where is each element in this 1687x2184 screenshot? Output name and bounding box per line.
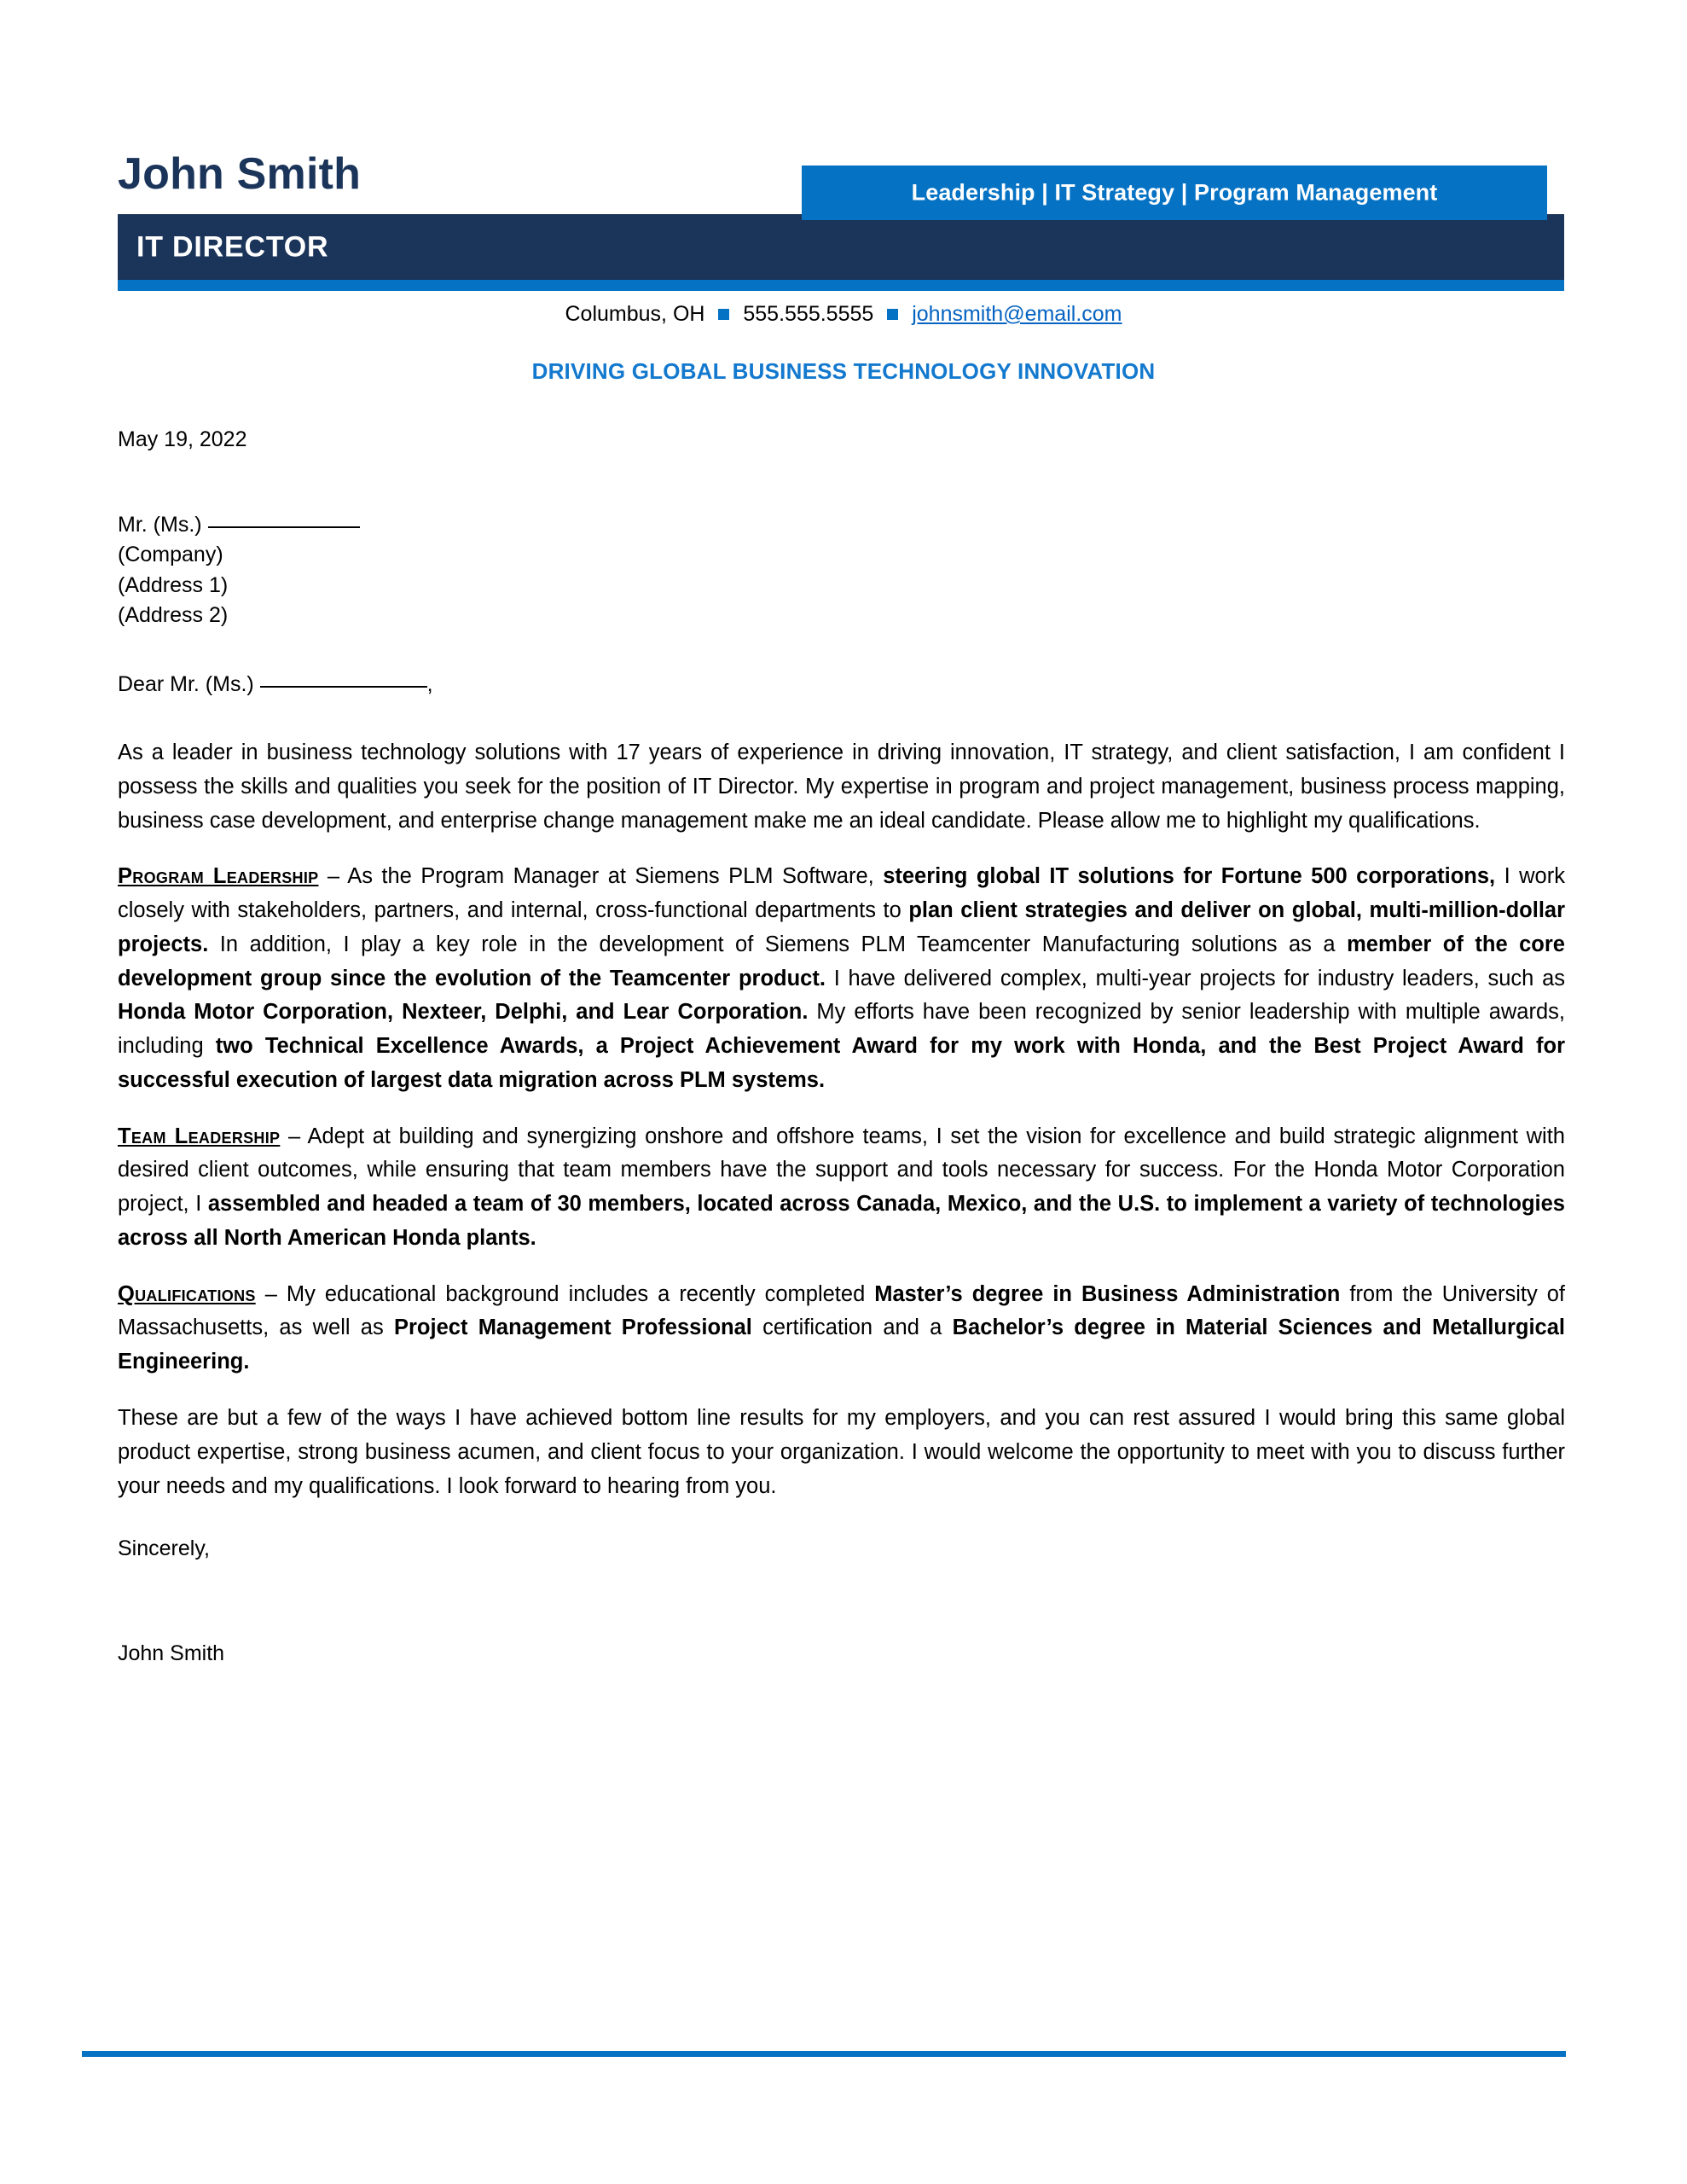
dash-separator: – <box>255 1281 287 1306</box>
recipient-address-block <box>118 510 1565 631</box>
contact-phone: 555.555.5555 <box>743 302 874 326</box>
bold-segment: plan client strategies and deliver on global, multi-million-dollar projects. <box>118 898 1566 956</box>
square-bullet-icon <box>887 309 898 320</box>
text-segment: from the University of Massachusetts, as well as <box>118 1281 1566 1340</box>
headline-tagline: DRIVING GLOBAL BUSINESS TECHNOLOGY INNOVATION <box>531 358 1156 384</box>
dash-separator: – <box>318 864 348 889</box>
salutation-blank <box>260 686 427 688</box>
text-segment: I have delivered complex, multi-year projects for industry leaders, such as <box>825 966 1565 990</box>
letter-date: May 19, 2022 <box>118 427 247 451</box>
text-segment: My efforts have been recognized by senior leadership with multiple awards, including <box>118 1000 1565 1059</box>
bold-segment: Bachelor’s degree in Material Sciences and Metallurgical Engineering. <box>118 1316 1565 1374</box>
bold-segment: Honda Motor Corporation, Nexteer, Delphi, and Lear Corporation. <box>118 1000 809 1025</box>
footer-accent-rule <box>82 2051 1566 2057</box>
text-segment: In addition, I play a key role in the development of Siemens PLM Teamcenter Manufacturing solutions as a <box>208 932 1348 956</box>
salutation-prefix: Dear Mr. (Ms.) <box>118 671 254 696</box>
paragraph-intro: As a leader in business technology solutions with 17 years of experience in driving innovation, IT strategy, and client satisfaction, I am confident I possess the skills and qualities you seek for the position of IT Director. My expertise in program and project management, business process mapping, business case development, and enterprise change management make me an ideal candidate. Please allow me to highlight my qualifications. <box>118 741 1565 833</box>
bold-segment: member of the core development group since the evolution of the Teamcenter product. <box>118 932 1565 990</box>
dash-separator: – <box>280 1124 308 1148</box>
specialties-banner-text: Leadership | IT Strategy | Program Management <box>911 179 1438 206</box>
text-segment: My educational background includes a recently completed <box>286 1281 875 1306</box>
recipient-name-line <box>118 510 1565 541</box>
salutation-suffix: , <box>426 671 433 696</box>
recipient-name-prefix: Mr. (Ms.) <box>118 512 202 537</box>
lead-in-qualifications: Qualifications <box>118 1281 256 1306</box>
header-accent-rule <box>118 280 1564 291</box>
square-bullet-icon <box>718 309 729 320</box>
job-title-text: IT DIRECTOR <box>136 230 329 263</box>
lead-in-team-leadership: Team Leadership <box>118 1124 281 1148</box>
text-segment: certification and a <box>751 1316 953 1340</box>
text-segment: As the Program Manager at Siemens PLM Software, <box>347 864 884 889</box>
recipient-name-blank <box>208 526 360 528</box>
page-title: John Smith <box>118 149 362 199</box>
bold-segment: two Technical Excellence Awards, a Project Achievement Award for my work with Honda, and the Best Project Award for successful execution of largest data migration across PLM systems. <box>118 1034 1565 1092</box>
recipient-address-2: (Address 2) <box>118 603 229 627</box>
recipient-address-1: (Address 1) <box>118 572 229 597</box>
paragraph-qualifications <box>118 1278 1565 1380</box>
paragraph-program-leadership <box>118 860 1565 1097</box>
letter-body <box>118 427 1565 1666</box>
bold-segment: assembled and headed a team of 30 members, located across Canada, Mexico, and the U.S. to implement a variety of technologies across all North American Honda plants. <box>118 1192 1565 1250</box>
text-segment: Adept at building and synergizing onshore and offshore teams, I set the vision for excellence and build strategic alignment with desired client outcomes, while ensuring that team members have the support and tools necessary for success. For the Honda Motor Corporation project, I <box>118 1124 1565 1217</box>
closing-salutation: Sincerely, <box>118 1536 210 1561</box>
contact-info-line <box>0 302 1687 327</box>
bold-segment: Master’s degree in Business Administration <box>874 1281 1341 1306</box>
paragraph-closing: These are but a few of the ways I have achieved bottom line results for my employers, and you can rest assured I would bring this same global product expertise, strong business acumen, and client focus to your organization. I would welcome the opportunity to meet with you to discuss further your needs and my qualifications. I look forward to hearing from you. <box>118 1406 1565 1498</box>
contact-email-link[interactable]: johnsmith@email.com <box>912 302 1122 326</box>
bold-segment: Project Management Professional <box>393 1316 752 1340</box>
letterhead-header <box>0 0 1687 401</box>
salutation-line <box>118 671 1565 698</box>
text-segment: I work closely with stakeholders, partners, and internal, cross-functional departments to <box>118 864 1565 923</box>
paragraph-team-leadership <box>118 1120 1565 1256</box>
job-title-bar <box>118 214 1564 280</box>
contact-location: Columbus, OH <box>565 302 705 326</box>
specialties-banner <box>802 166 1547 220</box>
bold-segment: steering global IT solutions for Fortune 500 corporations, <box>883 864 1496 889</box>
lead-in-program-leadership: Program Leadership <box>118 864 319 889</box>
signature-name: John Smith <box>118 1641 225 1665</box>
recipient-company: (Company) <box>118 543 223 566</box>
